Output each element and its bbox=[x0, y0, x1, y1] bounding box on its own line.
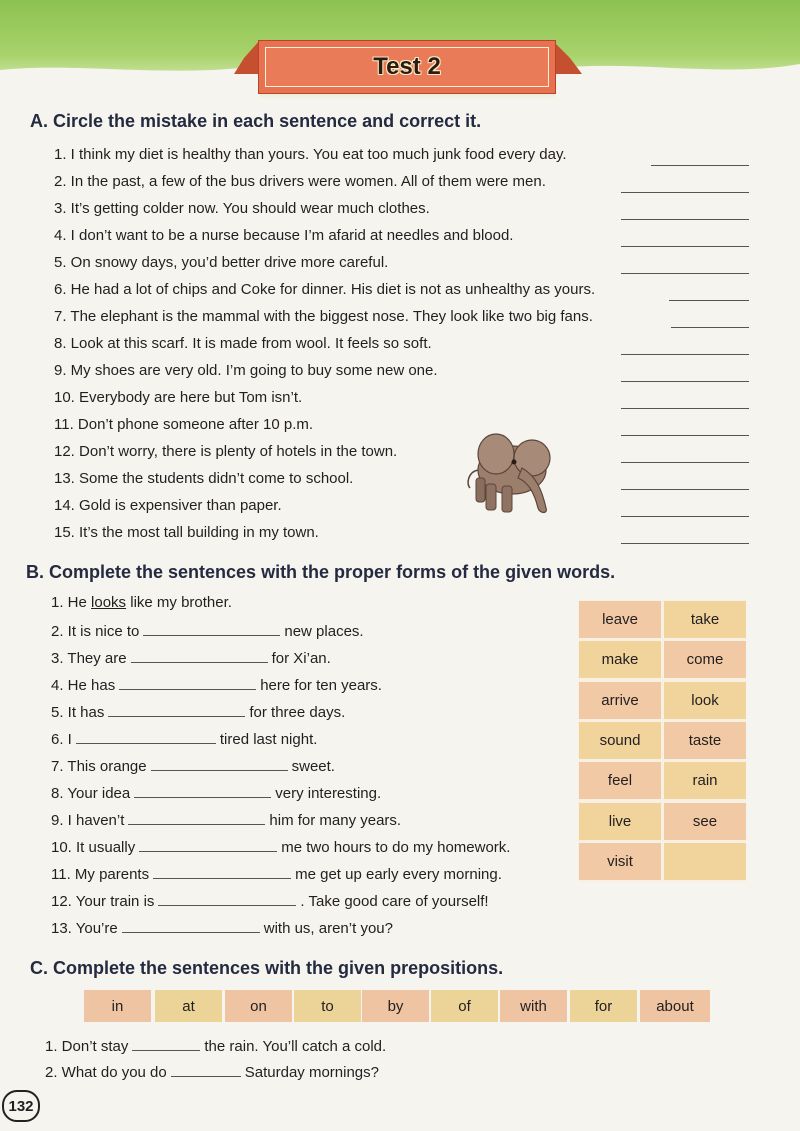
sentence-post: new places. bbox=[284, 623, 364, 640]
sentence-post: here for ten years. bbox=[260, 677, 382, 694]
fill-in-sentence bbox=[51, 729, 317, 749]
word-cell: leave bbox=[579, 601, 661, 638]
word-cell: taste bbox=[664, 722, 746, 759]
sentence-post: sweet. bbox=[291, 758, 335, 775]
sentence-item: 2. In the past, a few of the bus drivers were women. All of them were men. bbox=[54, 173, 546, 190]
sentence-post: Saturday mornings? bbox=[244, 1064, 379, 1081]
word-cell: see bbox=[664, 803, 746, 840]
sentence-item: 7. The elephant is the mammal with the biggest nose. They look like two big fans. bbox=[54, 308, 593, 325]
sentence-post: for Xi’an. bbox=[271, 650, 331, 667]
sentence-pre: 10. It usually bbox=[51, 839, 136, 856]
fill-in-sentence bbox=[51, 702, 345, 722]
sentence-item: 11. Don’t phone someone after 10 p.m. bbox=[54, 416, 314, 433]
fill-in-sentence bbox=[51, 594, 232, 612]
word-cell: live bbox=[579, 803, 661, 840]
sentence-item: 15. It’s the most tall building in my town. bbox=[54, 524, 319, 541]
fill-in-sentence bbox=[51, 783, 381, 803]
sentence-item: 8. Look at this scarf. It is made from wool. It feels so soft. bbox=[54, 335, 432, 352]
fill-in-sentence bbox=[45, 1062, 379, 1082]
preposition-cell: about bbox=[640, 990, 710, 1022]
fill-in-sentence bbox=[51, 837, 510, 857]
sentence-post: him for many years. bbox=[269, 812, 402, 829]
section-c-title: C. Complete the sentences with the given prepositions. bbox=[30, 958, 504, 978]
answer-blank[interactable] bbox=[621, 273, 749, 274]
answer-blank[interactable] bbox=[108, 702, 245, 717]
sentence-post: with us, aren’t you? bbox=[263, 920, 393, 937]
answer-blank[interactable] bbox=[621, 219, 749, 220]
answer-blank[interactable] bbox=[171, 1062, 241, 1077]
fill-in-sentence bbox=[51, 864, 502, 884]
preposition-cell: at bbox=[155, 990, 222, 1022]
sentence-pre: 1. Don’t stay bbox=[45, 1038, 129, 1055]
banner-left-flap bbox=[234, 40, 260, 74]
sentence-post: me get up early every morning. bbox=[295, 866, 502, 883]
answer-blank[interactable] bbox=[621, 543, 749, 544]
section-a-title: A. Circle the mistake in each sentence and correct it. bbox=[30, 111, 482, 131]
preposition-cell: for bbox=[570, 990, 637, 1022]
answer-blank[interactable] bbox=[122, 918, 260, 933]
preposition-cell: on bbox=[225, 990, 292, 1022]
answer-blank[interactable] bbox=[153, 864, 291, 879]
preposition-cell: in bbox=[84, 990, 151, 1022]
sentence-item: 12. Don’t worry, there is plenty of hotels in the town. bbox=[54, 443, 398, 460]
sentence-pre: 13. You’re bbox=[51, 920, 118, 937]
preposition-cell: by bbox=[362, 990, 429, 1022]
sentence-pre: 2. What do you do bbox=[45, 1064, 167, 1081]
answer-blank[interactable] bbox=[621, 192, 749, 193]
answer-blank[interactable] bbox=[621, 516, 749, 517]
answer-blank[interactable] bbox=[671, 327, 749, 328]
sentence-post: for three days. bbox=[249, 704, 346, 721]
sentence-item: 14. Gold is expensiver than paper. bbox=[54, 497, 282, 514]
elephant-illustration bbox=[462, 428, 560, 520]
banner-right-flap bbox=[552, 40, 582, 74]
answer-blank[interactable] bbox=[151, 756, 288, 771]
sentence-post: the rain. You’ll catch a cold. bbox=[204, 1038, 387, 1055]
answer-blank[interactable] bbox=[669, 300, 749, 301]
sentence-item: 5. On snowy days, you’d better drive more careful. bbox=[54, 254, 389, 271]
sentence-item: 1. I think my diet is healthy than yours. You eat too much junk food every day. bbox=[54, 146, 567, 163]
fill-in-sentence bbox=[51, 675, 382, 695]
fill-in-sentence bbox=[45, 1036, 386, 1056]
sentence-item: 6. He had a lot of chips and Coke for dinner. His diet is not as unhealthy as yours. bbox=[54, 281, 596, 298]
page-title: Test 2 bbox=[373, 53, 441, 80]
empty-word-cell bbox=[664, 843, 746, 880]
sentence-post: . Take good care of yourself! bbox=[300, 893, 489, 910]
answer-blank[interactable] bbox=[119, 675, 256, 690]
sentence-item: 3. It’s getting colder now. You should wear much clothes. bbox=[54, 200, 430, 217]
fill-in-sentence bbox=[51, 621, 364, 641]
answer-blank[interactable] bbox=[621, 462, 749, 463]
answer-blank[interactable] bbox=[158, 891, 296, 906]
preposition-cell: of bbox=[431, 990, 498, 1022]
sentence-pre: 3. They are bbox=[51, 650, 127, 667]
sentence-item: 4. I don’t want to be a nurse because I’m afarid at needles and blood. bbox=[54, 227, 514, 244]
sentence-pre: 12. Your train is bbox=[51, 893, 155, 910]
answer-blank[interactable] bbox=[621, 246, 749, 247]
sentence-pre: 2. It is nice to bbox=[51, 623, 140, 640]
sentence-pre: 7. This orange bbox=[51, 758, 147, 775]
preposition-cell: with bbox=[500, 990, 567, 1022]
word-cell: rain bbox=[664, 762, 746, 799]
sentence-pre: 9. I haven’t bbox=[51, 812, 125, 829]
word-cell: take bbox=[664, 601, 746, 638]
word-cell: arrive bbox=[579, 682, 661, 719]
answer-blank[interactable] bbox=[128, 810, 265, 825]
word-cell: feel bbox=[579, 762, 661, 799]
fill-in-sentence bbox=[51, 810, 401, 830]
answer-blank[interactable] bbox=[621, 354, 749, 355]
fill-in-sentence bbox=[51, 918, 393, 938]
preposition-cell: to bbox=[294, 990, 361, 1022]
section-b-title: B. Complete the sentences with the proper forms of the given words. bbox=[26, 562, 616, 582]
sentence-pre: 1. He bbox=[51, 594, 92, 611]
sentence-post: like my brother. bbox=[126, 594, 232, 611]
answer-blank[interactable] bbox=[651, 165, 749, 166]
sentence-post: me two hours to do my homework. bbox=[281, 839, 511, 856]
sentence-pre: 4. He has bbox=[51, 677, 116, 694]
word-cell: visit bbox=[579, 843, 661, 880]
sentence-item: 10. Everybody are here but Tom isn’t. bbox=[54, 389, 303, 406]
sentence-pre: 11. My parents bbox=[51, 866, 150, 883]
fill-in-sentence bbox=[51, 756, 335, 776]
answer-blank[interactable] bbox=[621, 435, 749, 436]
answer-blank[interactable] bbox=[76, 729, 216, 744]
answer-blank[interactable] bbox=[621, 408, 749, 409]
answer-blank[interactable] bbox=[134, 783, 271, 798]
word-cell: sound bbox=[579, 722, 661, 759]
word-cell: come bbox=[664, 641, 746, 678]
sentence-pre: 8. Your idea bbox=[51, 785, 131, 802]
answer-blank[interactable] bbox=[132, 1036, 200, 1051]
sentence-pre: 6. I bbox=[51, 731, 72, 748]
title-banner bbox=[258, 40, 556, 94]
word-box bbox=[578, 600, 746, 882]
sentence-item: 9. My shoes are very old. I’m going to buy some new one. bbox=[54, 362, 438, 379]
example-answer: looks bbox=[91, 594, 127, 611]
sentence-item: 13. Some the students didn’t come to school. bbox=[54, 470, 354, 487]
answer-blank[interactable] bbox=[139, 837, 277, 852]
answer-blank[interactable] bbox=[143, 621, 280, 636]
page-number: 132 bbox=[2, 1090, 40, 1122]
answer-blank[interactable] bbox=[621, 381, 749, 382]
answer-blank[interactable] bbox=[131, 648, 268, 663]
word-cell: look bbox=[664, 682, 746, 719]
sentence-post: very interesting. bbox=[275, 785, 382, 802]
fill-in-sentence bbox=[51, 891, 489, 911]
word-cell: make bbox=[579, 641, 661, 678]
answer-blank[interactable] bbox=[621, 489, 749, 490]
sentence-post: tired last night. bbox=[219, 731, 318, 748]
fill-in-sentence bbox=[51, 648, 331, 668]
sentence-pre: 5. It has bbox=[51, 704, 105, 721]
